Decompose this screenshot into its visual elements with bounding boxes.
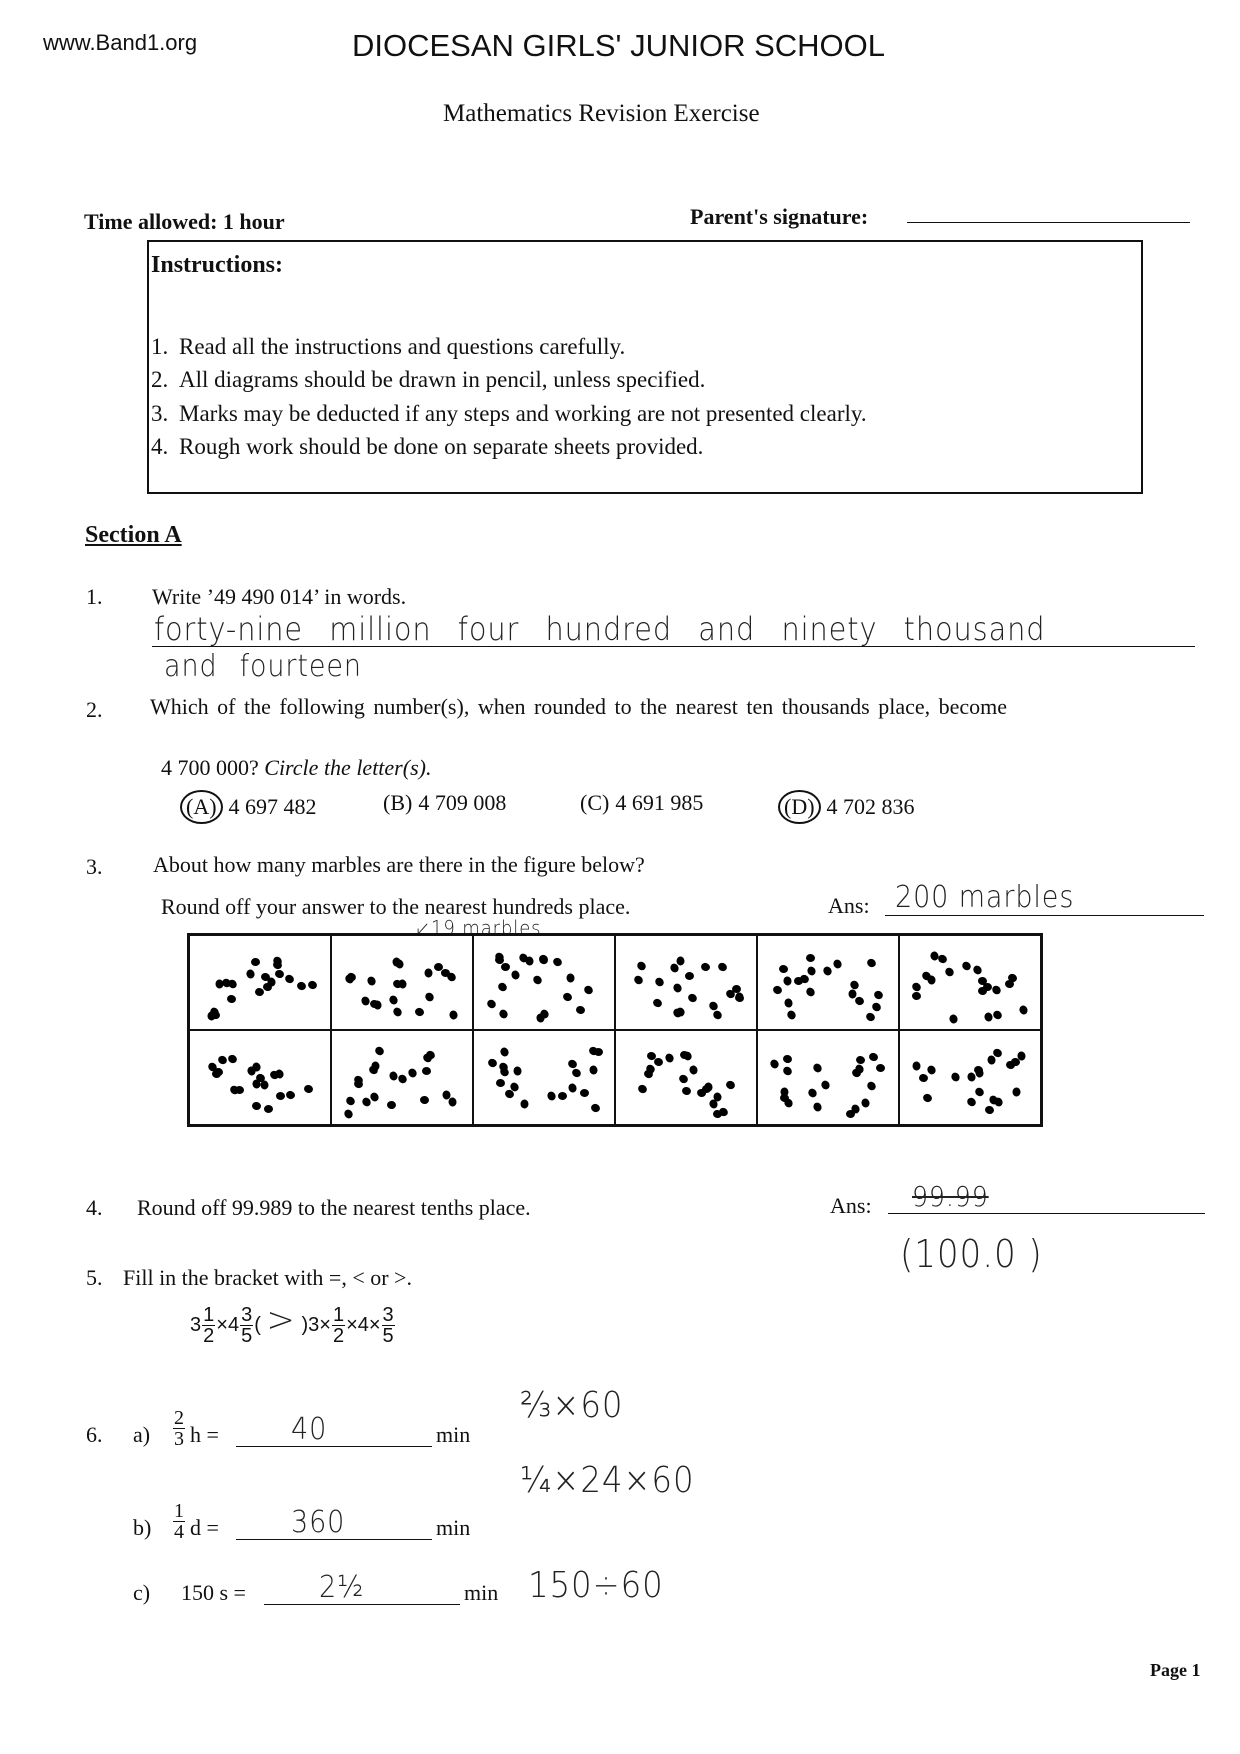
instruction-text: Rough work should be done on separate sheets provided. — [179, 434, 704, 459]
q2-option-letter[interactable]: (B) — [383, 790, 413, 815]
marble — [949, 1071, 960, 1083]
instructions-heading: Instructions: — [151, 252, 284, 278]
marble — [984, 1105, 995, 1115]
marble — [782, 1053, 793, 1063]
marble — [632, 974, 644, 986]
marble — [285, 1090, 296, 1100]
marble — [783, 976, 793, 987]
instructions-box — [147, 240, 1143, 494]
q6-part-label: a) — [133, 1422, 151, 1447]
marble — [441, 969, 450, 977]
numerator: 1 — [203, 1304, 215, 1327]
marble — [510, 969, 520, 980]
marble — [725, 1080, 736, 1091]
marble — [861, 1097, 871, 1108]
marble — [713, 1091, 723, 1101]
marble — [854, 996, 866, 1007]
marble — [373, 1045, 385, 1057]
marble — [520, 1099, 528, 1108]
page-subtitle: Mathematics Revision Exercise — [443, 100, 760, 127]
marble — [227, 994, 238, 1004]
q2-option-value: 4 697 482 — [228, 794, 317, 819]
marble — [250, 957, 260, 966]
marble — [424, 968, 433, 978]
marble — [406, 1067, 418, 1079]
q6-part-label: c) — [133, 1580, 151, 1605]
q2-option-letter[interactable]: (A) — [180, 790, 223, 824]
time-allowed: Time allowed: 1 hour — [84, 209, 285, 234]
q6-working-handwritten: ⅔×60 — [520, 1385, 624, 1426]
marble — [496, 1078, 505, 1086]
q3-number: 3. — [86, 854, 103, 879]
marble — [423, 991, 435, 1003]
marble — [501, 963, 510, 971]
q2-option-letter[interactable]: (C) — [580, 790, 610, 815]
marble — [485, 998, 497, 1010]
denominator: 4 — [174, 1521, 184, 1543]
numerator: 3 — [382, 1304, 394, 1327]
q1-answer-handwritten: forty-nine million four hundred and ninety thousand — [154, 610, 1046, 648]
marble — [654, 976, 666, 988]
marble — [246, 969, 257, 980]
marble — [636, 960, 648, 972]
marble — [637, 1083, 649, 1094]
marble — [487, 1057, 499, 1068]
page-number: Page 1 — [1150, 1660, 1201, 1680]
q2-option[interactable] — [180, 790, 317, 824]
marble — [866, 1080, 878, 1092]
marble-cell — [473, 935, 615, 1030]
q2-target: 4 700 000? — [161, 755, 259, 780]
marble — [960, 960, 972, 972]
marble — [972, 964, 984, 976]
q5-number: 5. — [86, 1265, 103, 1290]
marble — [965, 1096, 977, 1108]
marble — [227, 1053, 239, 1064]
marble — [558, 1092, 567, 1100]
marble — [394, 958, 404, 969]
q2-number: 2. — [86, 697, 103, 722]
marble — [552, 956, 564, 968]
marble — [921, 1092, 933, 1103]
marble — [566, 973, 575, 983]
marble — [500, 1046, 511, 1057]
marble — [388, 1070, 398, 1081]
marble — [806, 965, 817, 976]
marble — [546, 1090, 557, 1102]
marble — [562, 991, 573, 1002]
marble-cell — [899, 1030, 1041, 1125]
marble-cell — [189, 935, 331, 1030]
times: × — [216, 1314, 228, 1336]
marble — [772, 985, 784, 996]
fraction — [332, 1305, 345, 1346]
marble — [373, 1000, 383, 1011]
q6-unit: min — [436, 1515, 471, 1540]
marble — [786, 1009, 798, 1021]
q1-answer-handwritten-2: and fourteen — [164, 649, 362, 684]
marble — [575, 1005, 586, 1015]
website-watermark: www.Band1.org — [43, 30, 198, 55]
marble — [783, 1097, 794, 1109]
marble — [973, 1086, 985, 1098]
marble — [396, 1073, 408, 1085]
marble — [304, 1084, 315, 1094]
marble-cell — [899, 935, 1041, 1030]
marble — [251, 1102, 261, 1111]
marble — [535, 1013, 544, 1023]
marble — [274, 969, 285, 979]
q4-answer-handwritten: (100.0 ) — [900, 1232, 1043, 1276]
marble — [496, 981, 508, 993]
q6-part-label: b) — [133, 1515, 152, 1540]
section-title: Section A — [85, 522, 182, 548]
marble-grid — [187, 933, 1043, 1127]
marble — [856, 1055, 866, 1065]
marble — [571, 1067, 583, 1079]
rhs: ×4× — [346, 1314, 381, 1336]
q2-instruction: Circle the letter(s). — [264, 755, 432, 780]
marble — [1013, 1087, 1021, 1096]
marble — [1019, 1005, 1030, 1016]
marble — [664, 1052, 675, 1064]
marble — [812, 1062, 824, 1074]
q6-unit-prefix: h = — [190, 1422, 219, 1447]
marble — [652, 998, 664, 1009]
q4-crossed-answer: 99.99 — [912, 1180, 989, 1213]
whole: 4 — [227, 1314, 240, 1336]
marble — [912, 991, 922, 1000]
denominator: 2 — [203, 1325, 215, 1348]
q3-answer-line — [885, 915, 1204, 916]
q3-ans-label: Ans: — [828, 893, 870, 918]
marble — [589, 1103, 600, 1114]
marble — [716, 962, 728, 973]
q2-text: Which of the following number(s), when rounded to the nearest ten thousands place, become — [150, 694, 1008, 719]
marble-cell — [757, 1030, 899, 1125]
fraction — [240, 1305, 253, 1346]
q6-working-handwritten: 150÷60 — [528, 1565, 664, 1606]
q6-working-handwritten: ¼×24×60 — [520, 1460, 695, 1501]
marble — [582, 984, 594, 996]
numerator: 3 — [241, 1304, 253, 1327]
marble — [419, 1095, 429, 1104]
marble — [216, 1055, 228, 1066]
marble — [448, 1097, 457, 1107]
q4-answer-line — [888, 1213, 1205, 1214]
marble-cell — [615, 935, 757, 1030]
q5-text: Fill in the bracket with =, < or >. — [123, 1265, 412, 1290]
instruction-text: Read all the instructions and questions carefully. — [179, 334, 626, 359]
marble — [448, 1010, 458, 1021]
marble — [284, 973, 296, 985]
instruction-number: 1. — [151, 334, 169, 359]
q5-expression: 3 $\frac{1}{2}$ ×4 $\frac{3}{5}$ ( > )3× $\frac{1}{2}$ ×4× $\frac{3}{5}$ — [190, 1300, 394, 1348]
q2-option-value: 4 709 008 — [418, 790, 507, 815]
marble-cell — [331, 935, 473, 1030]
marble — [807, 1087, 819, 1099]
marble — [812, 1101, 823, 1113]
marble — [580, 1089, 589, 1097]
marble — [685, 972, 694, 980]
marble — [688, 1064, 698, 1075]
marble-cell — [757, 935, 899, 1030]
marble — [822, 965, 834, 977]
q4-text: Round off 99.989 to the nearest tenths place. — [137, 1195, 531, 1220]
marble — [414, 1006, 425, 1017]
marble — [386, 1100, 396, 1109]
marble-cell — [615, 1030, 757, 1125]
marble-cell — [473, 1030, 615, 1125]
q6-answer-handwritten: 360 — [291, 1505, 346, 1540]
instruction-text: All diagrams should be drawn in pencil, unless specified. — [179, 367, 706, 392]
marble — [734, 993, 745, 1003]
marble — [214, 1067, 224, 1076]
marble — [872, 989, 884, 1000]
q2-option[interactable] — [383, 790, 506, 816]
numerator: 1 — [332, 1304, 345, 1327]
marble — [864, 1011, 876, 1023]
denominator: 5 — [382, 1325, 394, 1348]
marble — [949, 1013, 959, 1024]
q6-fraction — [173, 1408, 185, 1449]
marble — [783, 997, 793, 1008]
numerator: 2 — [174, 1407, 184, 1429]
marble — [344, 1095, 356, 1107]
marble — [387, 994, 399, 1006]
rhs: 3× — [308, 1314, 331, 1336]
marble — [681, 1087, 692, 1097]
marble — [820, 1079, 831, 1091]
marble — [832, 959, 843, 971]
fraction — [202, 1305, 215, 1346]
instruction-number: 4. — [151, 434, 169, 459]
q6-answer-line — [236, 1446, 432, 1447]
q1-text: Write ’49 490 014’ in words. — [152, 584, 407, 609]
q1-number: 1. — [86, 584, 103, 609]
denominator: 2 — [332, 1325, 345, 1348]
parent-signature-label: Parent's signature: — [690, 204, 869, 229]
marble — [992, 1009, 1004, 1021]
marble-cell — [331, 1030, 473, 1125]
marble — [919, 1073, 929, 1082]
marble — [307, 979, 318, 990]
q6-prefix: 150 s = — [181, 1580, 246, 1605]
marble — [686, 992, 698, 1004]
marble — [677, 1073, 689, 1085]
q2-option-letter[interactable]: (D) — [778, 790, 821, 824]
denominator: 5 — [241, 1325, 253, 1348]
q3-text-2: Round off your answer to the nearest hundreds place. — [161, 894, 631, 919]
q4-number: 4. — [86, 1195, 103, 1220]
marble — [912, 1061, 921, 1071]
marble — [513, 1066, 522, 1076]
marble — [366, 975, 377, 987]
marble — [276, 1092, 285, 1100]
q2-option[interactable] — [580, 790, 703, 816]
marble — [700, 962, 711, 972]
marble — [876, 1064, 886, 1073]
marble — [846, 1110, 855, 1118]
q3-note-handwritten: ↙19 marbles — [415, 916, 542, 940]
marble — [498, 1008, 509, 1020]
instruction-number: 2. — [151, 367, 169, 392]
q2-text-2 — [161, 755, 431, 781]
q6-number: 6. — [86, 1422, 103, 1447]
marble — [805, 986, 817, 998]
q3-text: About how many marbles are there in the figure below? — [153, 852, 645, 877]
marble — [781, 1065, 793, 1077]
q6-unit-prefix: d = — [190, 1515, 219, 1540]
marble — [422, 1067, 431, 1075]
marble — [433, 963, 442, 972]
marble — [360, 995, 371, 1007]
marble — [769, 1058, 781, 1070]
whole: 3 — [190, 1314, 202, 1336]
q6-unit: min — [464, 1580, 499, 1605]
instruction-text: Marks may be deducted if any steps and working are not presented clearly. — [179, 401, 867, 426]
marble — [263, 1105, 272, 1113]
fraction — [382, 1305, 395, 1346]
marble — [343, 1108, 355, 1120]
q4-ans-label: Ans: — [830, 1193, 872, 1218]
marble — [296, 981, 307, 992]
marble — [944, 966, 956, 978]
marble — [532, 974, 544, 986]
marble — [868, 1052, 879, 1063]
school-name: DIOCESAN GIRLS' JUNIOR SCHOOL — [352, 28, 886, 63]
marble — [672, 982, 683, 994]
marble-cell — [189, 1030, 331, 1125]
marble — [991, 984, 1003, 996]
q6-fraction — [173, 1501, 185, 1542]
q5-answer-handwritten: > — [266, 1300, 296, 1340]
q2-option-value: 4 691 985 — [615, 790, 704, 815]
marble — [926, 1064, 938, 1076]
q2-option[interactable] — [778, 790, 915, 824]
marble — [392, 1006, 404, 1018]
q6-unit: min — [436, 1422, 471, 1447]
marble — [588, 1065, 598, 1075]
q6-answer-handwritten: 40 — [291, 1412, 328, 1447]
marble — [805, 953, 815, 962]
instruction-number: 3. — [151, 401, 169, 426]
signature-line[interactable] — [907, 222, 1190, 223]
q6-answer-handwritten: 2½ — [319, 1570, 365, 1605]
marble — [567, 1083, 578, 1094]
marble — [871, 1001, 883, 1013]
marble — [866, 957, 878, 969]
numerator: 1 — [174, 1500, 184, 1522]
q3-answer-handwritten: 200 marbles — [895, 880, 1075, 915]
marble — [779, 965, 789, 975]
denominator: 3 — [174, 1428, 184, 1450]
q2-option-value: 4 702 836 — [826, 794, 915, 819]
